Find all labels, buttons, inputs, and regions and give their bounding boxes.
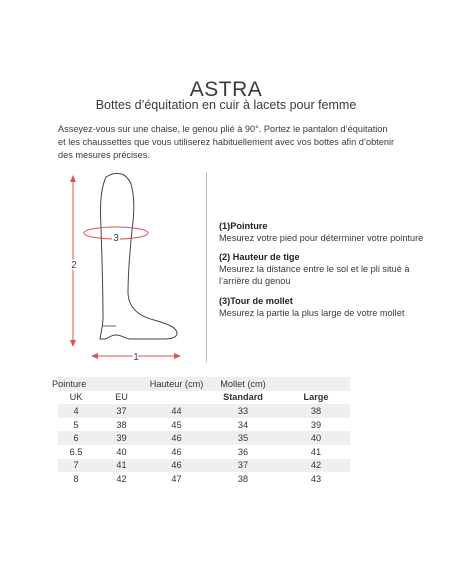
- boot-measurement-diagram: [60, 168, 200, 368]
- intro-text: [58, 123, 403, 162]
- cell-uk: 6.5: [69, 446, 83, 457]
- foot-arrow-head-left: [91, 353, 98, 359]
- cell-hauteur: 46: [149, 459, 204, 473]
- boot-outline: [100, 173, 177, 339]
- cell-uk: 7: [58, 459, 94, 473]
- height-arrow-head-bottom: [70, 340, 76, 347]
- table-row: [58, 418, 350, 432]
- cell-standard: 35: [204, 431, 282, 445]
- measure-1-text: Mesurez votre pied pour déterminer votre pointure: [219, 233, 424, 243]
- cell-uk: 6: [58, 431, 94, 445]
- table-row: [58, 459, 350, 473]
- page-title: ASTRA: [189, 78, 263, 101]
- cell-eu: 37: [94, 404, 149, 418]
- cell-large: 40: [282, 431, 350, 445]
- table-row: [58, 404, 350, 418]
- cell-eu: 42: [116, 473, 127, 484]
- measure-1-heading: (1)Pointure: [219, 221, 268, 231]
- cell-hauteur: 47: [171, 473, 182, 484]
- cell-uk: 5: [73, 419, 79, 430]
- cell-large: 43: [310, 473, 322, 484]
- cell-large: 38: [282, 404, 350, 418]
- vertical-divider: [206, 172, 207, 362]
- subheader-uk: UK: [69, 392, 83, 403]
- subheader-large: Large: [303, 392, 329, 403]
- table-row: [58, 445, 350, 459]
- table-subheader-row: [58, 391, 350, 405]
- cell-uk: 8: [73, 473, 79, 484]
- page-subtitle: Bottes d’équitation en cuir à lacets pour femme: [95, 98, 357, 112]
- label-3: 3: [113, 233, 119, 244]
- measure-2-text: l’arrière du genou: [219, 276, 291, 286]
- cell-eu: 40: [116, 446, 127, 457]
- cell-hauteur: 45: [171, 419, 182, 430]
- cell-eu: 41: [94, 459, 149, 473]
- cell-standard: 33: [204, 404, 282, 418]
- intro-line: Asseyez-vous sur une chaise, le genou plié à 90°. Portez le pantalon d’équitation: [58, 124, 388, 134]
- size-chart-table: [52, 377, 350, 486]
- cell-large: 39: [310, 419, 322, 430]
- header-mollet: Mollet (cm): [204, 377, 282, 391]
- cell-hauteur: 46: [149, 431, 204, 445]
- measure-2-text: Mesurez la distance entre le sol et le pli situé à: [219, 264, 410, 274]
- foot-arrow-head-right: [174, 353, 181, 359]
- subheader-standard: Standard: [223, 392, 263, 403]
- intro-line: des mesures précises.: [58, 150, 150, 160]
- cell-hauteur: 44: [149, 404, 204, 418]
- table-header-row: [58, 377, 350, 391]
- cell-uk: 4: [58, 404, 94, 418]
- cell-hauteur: 46: [171, 446, 182, 457]
- header-hauteur: Hauteur (cm): [149, 378, 204, 389]
- measure-2-block: [219, 251, 444, 287]
- measure-1-block: [219, 220, 444, 244]
- cell-eu: 38: [116, 419, 127, 430]
- measure-2-heading: (2) Hauteur de tige: [219, 252, 300, 262]
- cell-standard: 38: [237, 473, 249, 484]
- table-row: [58, 431, 350, 445]
- cell-standard: 36: [237, 446, 249, 457]
- header-pointure: Pointure: [94, 377, 149, 391]
- measure-3-block: [219, 295, 444, 319]
- measure-3-heading: (3)Tour de mollet: [219, 296, 293, 306]
- cell-large: 42: [282, 459, 350, 473]
- height-arrow-head-top: [70, 175, 76, 182]
- cell-standard: 37: [204, 459, 282, 473]
- label-2: 2: [71, 260, 77, 271]
- measure-3-text: Mesurez la partie la plus large de votre mollet: [219, 308, 405, 318]
- cell-large: 41: [310, 446, 322, 457]
- subheader-eu: EU: [115, 392, 128, 403]
- cell-eu: 39: [94, 431, 149, 445]
- table-row: [58, 472, 350, 486]
- label-1: 1: [133, 352, 139, 363]
- intro-line: et les chaussettes que vous utiliserez habituellement avec vos bottes afin d’obtenir: [58, 137, 395, 147]
- cell-standard: 34: [237, 419, 249, 430]
